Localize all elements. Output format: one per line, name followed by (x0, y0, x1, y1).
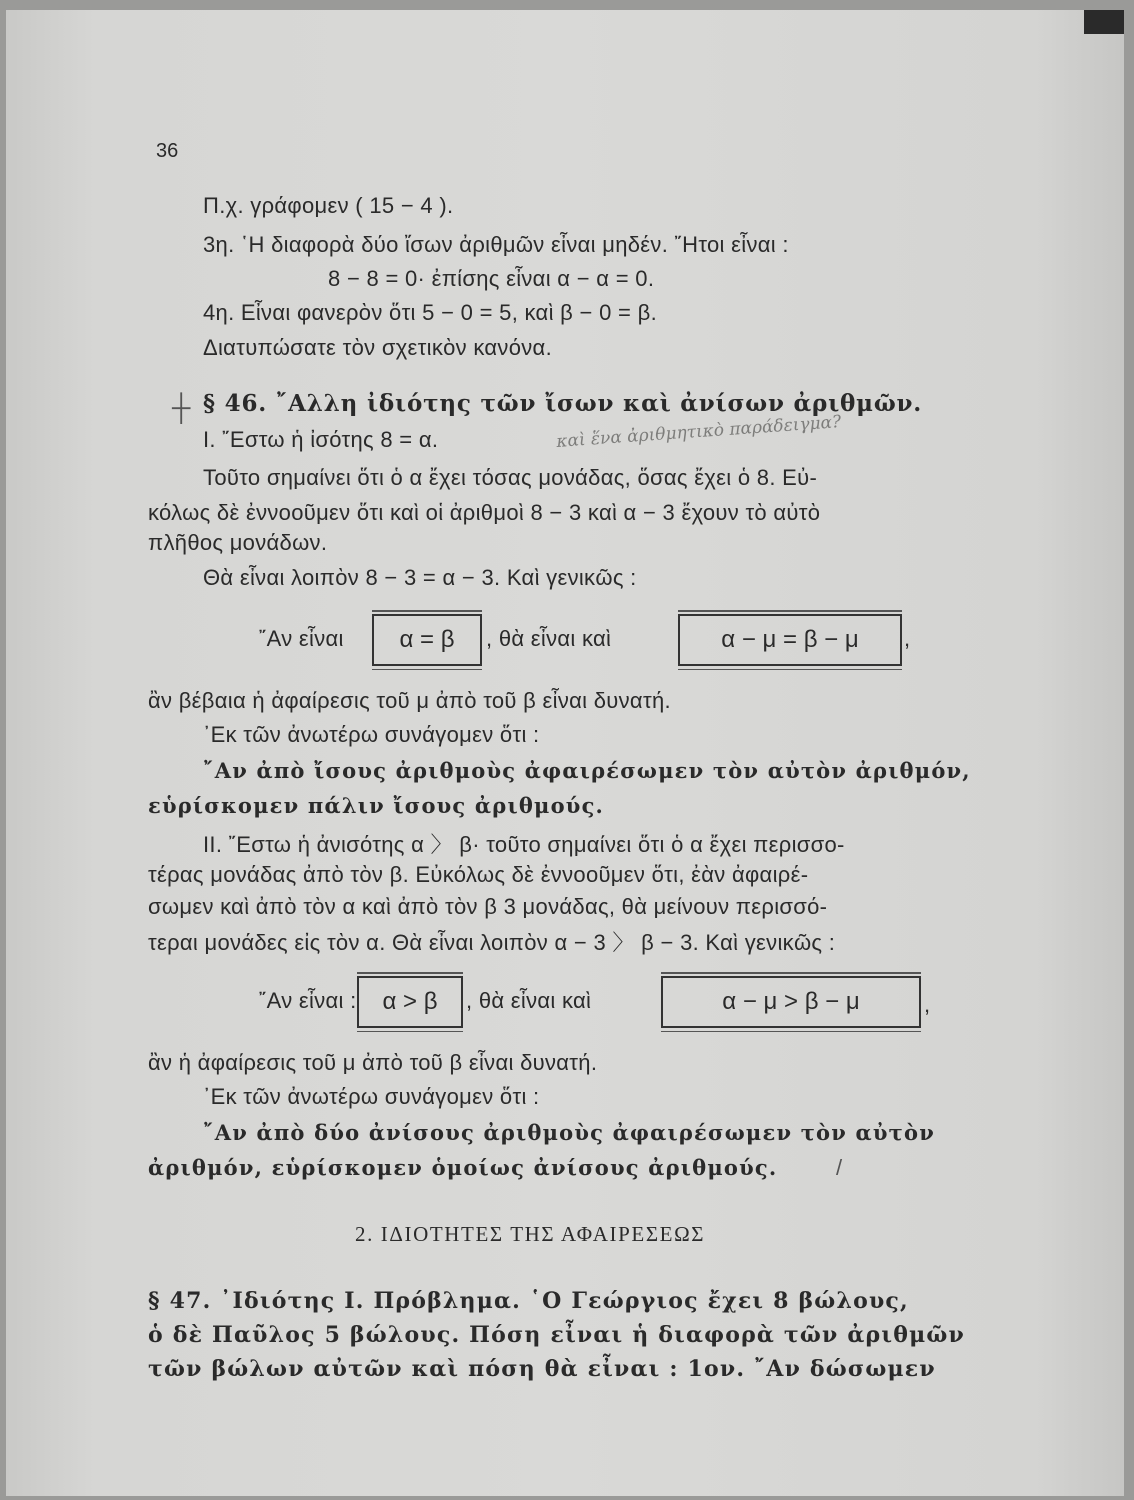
text-line: ἂν βέβαια ἡ ἀφαίρεσις τοῦ μ ἀπὸ τοῦ β εἶναι δυνατή. (148, 688, 671, 713)
rule-statement: ῎Αν ἀπὸ ἴσους ἀριθμοὺς ἀφαιρέσωμεν τὸν αὐτὸν ἀριθμόν, (203, 758, 971, 783)
text-line: Τοῦτο σημαίνει ὅτι ὁ α ἔχει τόσας μονάδας, ὅσας ἔχει ὁ 8. Εὐ- (203, 465, 818, 490)
text-line: ἂν ἡ ἀφαίρεσις τοῦ μ ἀπὸ τοῦ β εἶναι δυνατή. (148, 1050, 598, 1075)
text-line: Διατυπώσατε τὸν σχετικὸν κανόνα. (203, 335, 552, 360)
pencil-mark: / (836, 1155, 843, 1180)
text-line: 3η. ῾Η διαφορὰ δύο ἴσων ἀριθμῶν εἶναι μηδέν. ῎Ητοι εἶναι : (203, 232, 789, 257)
text-line: ΙΙ. ῎Εστω ἡ ἀνισότης α 〉 β· τοῦτο σημαίνει ὅτι ὁ α ἔχει περισσο- (203, 832, 845, 857)
formula-box: α − μ > β − μ (661, 976, 921, 1028)
comma: , (924, 992, 931, 1017)
text-line: 4η. Εἶναι φανερὸν ὅτι 5 − 0 = 5, καὶ β − 0 = β. (203, 300, 657, 325)
book-page (6, 10, 1124, 1496)
text-line: Π.χ. γράφομεν ( 15 − 4 ). (203, 193, 454, 218)
rule-statement: ἀριθμόν, εὑρίσκομεν ὁμοίως ἀνίσους ἀριθμούς. (148, 1155, 778, 1180)
rule-then-label: , θὰ εἶναι καὶ (466, 988, 592, 1013)
text-line: ᾿Εκ τῶν ἀνωτέρω συνάγομεν ὅτι : (203, 1084, 540, 1109)
text-line: κόλως δὲ ἐννοοῦμεν ὅτι καὶ οἱ ἀριθμοὶ 8 − 3 καὶ α − 3 ἔχουν τὸ αὐτὸ (148, 500, 821, 525)
text-line: τέρας μονάδας ἀπὸ τὸν β. Εὐκόλως δὲ ἐννοοῦμεν ὅτι, ἐὰν ἀφαιρέ- (148, 862, 809, 887)
text-line: τεραι μονάδες εἰς τὸν α. Θὰ εἶναι λοιπὸν α − 3 〉 β − 3. Καὶ γενικῶς : (148, 930, 836, 955)
problem-line: § 47. ᾿Ιδιότης Ι. Πρόβλημα. ῾Ο Γεώργιος ἔχει 8 βώλους, (148, 1288, 909, 1314)
rule-statement: ῎Αν ἀπὸ δύο ἀνίσους ἀριθμοὺς ἀφαιρέσωμεν τὸν αὐτὸν (203, 1120, 935, 1145)
text-line: ᾿Εκ τῶν ἀνωτέρω συνάγομεν ὅτι : (203, 722, 540, 747)
rule-then-label: , θὰ εἶναι καὶ (486, 626, 612, 651)
formula-box: α > β (357, 976, 463, 1028)
chapter-subtitle: 2. ΙΔΙΟΤΗΤΕΣ ΤΗΣ ΑΦΑΙΡΕΣΕΩΣ (355, 1222, 706, 1246)
text-line: Θὰ εἶναι λοιπὸν 8 − 3 = α − 3. Καὶ γενικῶς : (203, 565, 637, 590)
rule-if-label: ῎Αν εἶναι (259, 626, 344, 651)
page-number: 36 (156, 140, 179, 162)
formula-box: α − μ = β − μ (678, 614, 902, 666)
text-line: Ι. ῎Εστω ἡ ἰσότης 8 = α. (203, 427, 439, 452)
comma: , (904, 626, 911, 651)
handwritten-note: καὶ ἕνα ἀριθμητικὸ παράδειγμα? (555, 412, 842, 452)
problem-line: τῶν βώλων αὐτῶν καὶ πόση θὰ εἶναι : 1ον. ῎Αν δώσωμεν (148, 1356, 936, 1382)
formula-box: α = β (372, 614, 482, 666)
equation-line: 8 − 8 = 0· ἐπίσης εἶναι α − α = 0. (328, 266, 655, 291)
section-heading: § 46. ῎Αλλη ἰδιότης τῶν ἴσων καὶ ἀνίσων ἀριθμῶν. (203, 390, 923, 417)
text-line: σωμεν καὶ ἀπὸ τὸν α καὶ ἀπὸ τὸν β 3 μονάδας, θὰ μείνουν περισσό- (148, 894, 828, 919)
page-corner-shadow (1084, 10, 1124, 34)
rule-if-label: ῎Αν εἶναι : (259, 988, 357, 1013)
problem-line: ὁ δὲ Παῦλος 5 βώλους. Πόση εἶναι ἡ διαφορὰ τῶν ἀριθμῶν (148, 1322, 965, 1348)
margin-cross-mark: ┼ (172, 392, 191, 422)
rule-statement: εὑρίσκομεν πάλιν ἴσους ἀριθμούς. (148, 793, 605, 818)
text-line: πλῆθος μονάδων. (148, 530, 328, 555)
